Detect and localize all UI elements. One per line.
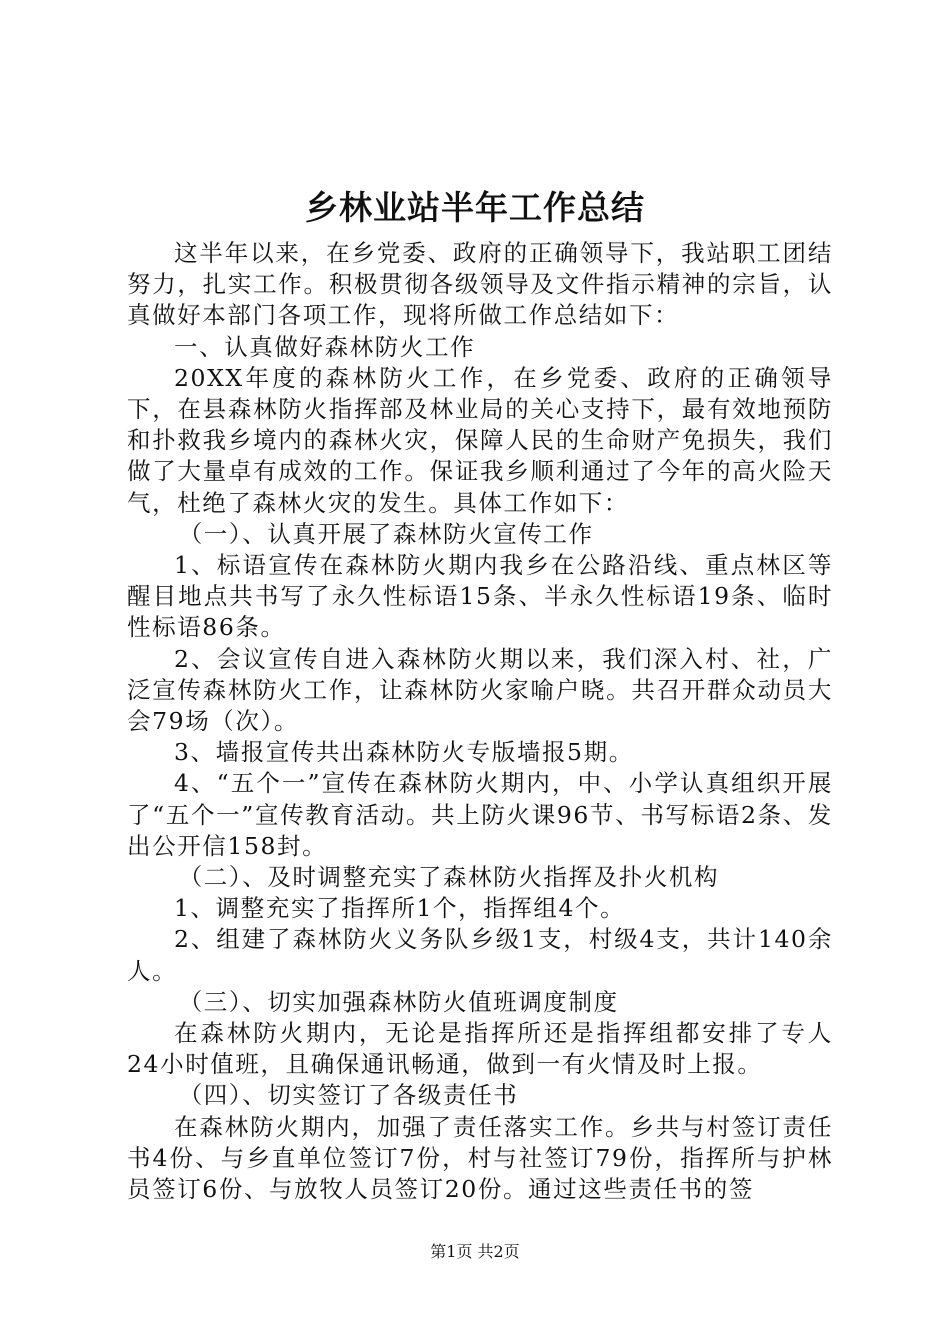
subsection-heading: （一）、认真开展了森林防火宣传工作 (178, 519, 594, 548)
paragraph: 这半年以来，在乡党委、政府的正确领导下，我站职工团结努力，扎实工作。积极贯彻各级领导及文件指示精神的宗旨，认真做好本部门各项工作，现将所做工作总结如下： (127, 239, 833, 330)
paragraph: 3、墙报宣传共出森林防火专版墙报5期。 (174, 738, 634, 767)
section-heading: 一、认真做好森林防火工作 (174, 332, 476, 361)
paragraph: 20XX年度的森林防火工作，在乡党委、政府的正确领导下，在县森林防火指挥部及林业局的关心支持下，最有效地预防和扑救我乡境内的森林火灾，保障人民的生命财产免损失，我们做了大量卓有成效的工作。保证我乡顺利通过了今年的高火险天气，杜绝了森林火灾的发生。具体工作如下： (127, 363, 833, 517)
document-body (127, 238, 833, 1205)
paragraph: 在森林防火期内，加强了责任落实工作。乡共与村签订责任书4份、与乡直单位签订7份，村与社签订79份，指挥所与护林员签订6份、与放牧人员签订20份。通过这些责任书的签 (127, 1112, 833, 1204)
paragraph: 2、组建了森林防火义务队乡级1支，村级4支，共计140余人。 (127, 925, 833, 985)
page-footer: 第1页 共2页 (430, 1242, 520, 1261)
paragraph: 4、“五个一”宣传在森林防火期内，中、小学认真组织开展了“五个一”宣传教育活动。共上防火课96节、书写标语2条、发出公开信158封。 (127, 769, 833, 860)
paragraph: 1、标语宣传在森林防火期内我乡在公路沿线、重点林区等醒目地点共书写了永久性标语15条、半永久性标语19条、临时性标语86条。 (127, 551, 833, 642)
subsection-heading: （四）、切实签订了各级责任书 (178, 1081, 519, 1110)
subsection-heading: （二）、及时调整充实了森林防火指挥及扑火机构 (178, 863, 720, 892)
paragraph: 1、调整充实了指挥所1个，指挥组4个。 (174, 894, 626, 923)
paragraph: 在森林防火期内，无论是指挥所还是指挥组都安排了专人24小时值班，且确保通讯畅通，做到一有火情及时上报。 (127, 1019, 833, 1079)
paragraph: 2、会议宣传自进入森林防火期以来，我们深入村、社，广泛宣传森林防火工作，让森林防火家喻户晓。共召开群众动员大会79场（次）。 (127, 644, 833, 736)
document-title: 乡林业站半年工作总结 (305, 188, 645, 227)
subsection-heading: （三）、切实加强森林防火值班调度制度 (178, 987, 619, 1016)
